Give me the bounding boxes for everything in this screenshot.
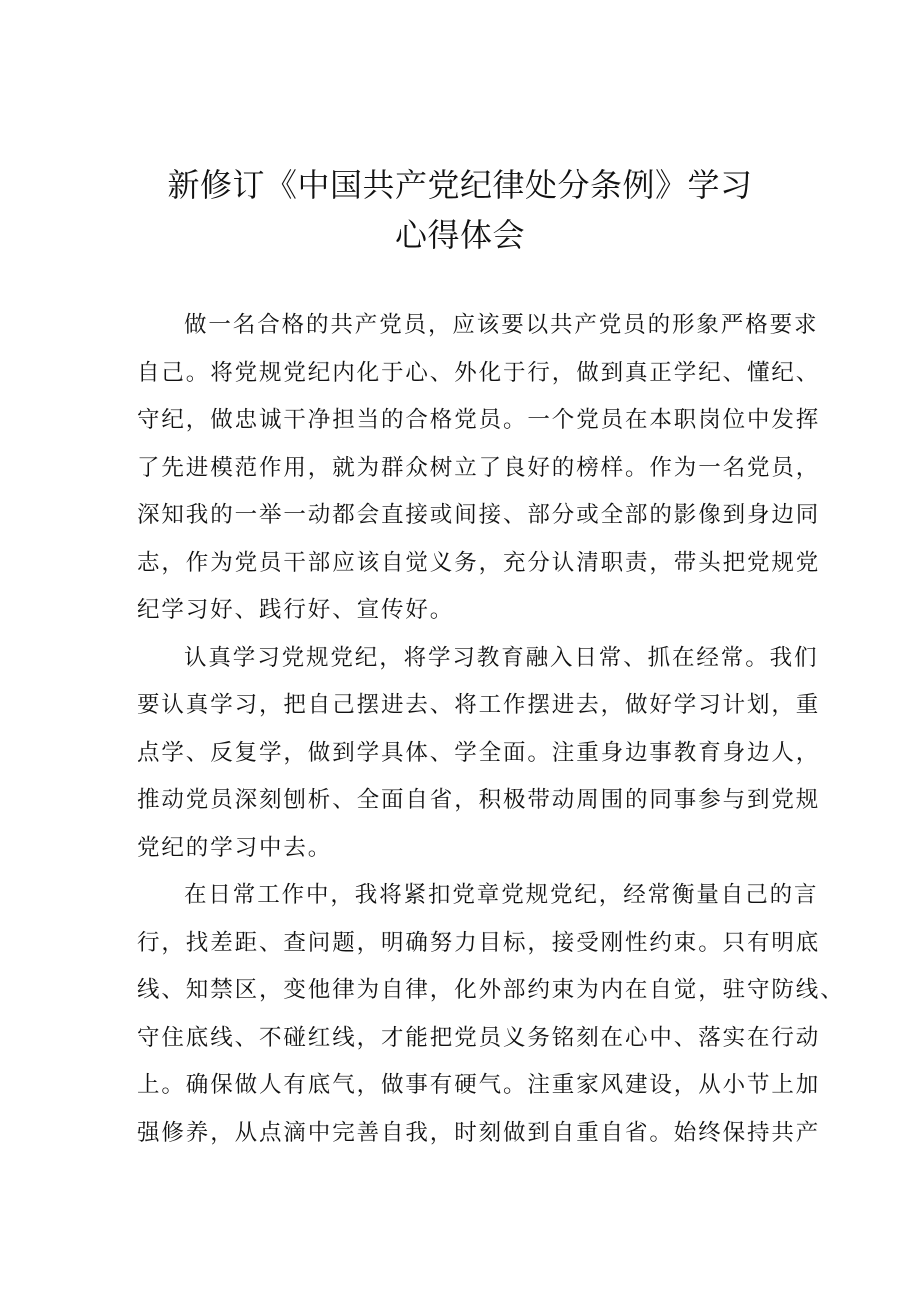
title-line-2: 心得体会 bbox=[394, 216, 525, 254]
text-line: 深知我的一举一动都会直接或间接、部分或全部的影像到身边同 bbox=[137, 502, 821, 528]
text-line: 要认真学习，把自己摆进去、将工作摆进去，做好学习计划，重 bbox=[137, 692, 821, 718]
title-line-1: 新修订《中国共产党纪律处分条例》学习 bbox=[167, 166, 753, 204]
text-line: 纪学习好、践行好、宣传好。 bbox=[137, 597, 455, 623]
text-line: 党纪的学习中去。 bbox=[137, 834, 333, 861]
text-line: 在日常工作中，我将紧扣党章党规党纪，经常衡量自己的言 bbox=[184, 882, 819, 908]
text-line: 了先进模范作用，就为群众树立了良好的榜样。作为一名党员， bbox=[137, 454, 821, 481]
text-line: 志，作为党员干部应该自觉义务，充分认清职责，带头把党规党 bbox=[137, 549, 821, 576]
paragraph-3 bbox=[137, 872, 845, 1157]
text-line: 守纪，做忠诚干净担当的合格党员。一个党员在本职岗位中发挥 bbox=[137, 407, 821, 433]
text-line: 做一名合格的共产党员，应该要以共产党员的形象严格要求 bbox=[184, 312, 819, 338]
text-line: 强修养，从点滴中完善自我，时刻做到自重自省。始终保持共产 bbox=[137, 1119, 821, 1146]
text-line: 行，找差距、查问题，明确努力目标，接受刚性约束。只有明底 bbox=[137, 929, 821, 956]
document-body bbox=[137, 302, 845, 1157]
paragraph-2 bbox=[137, 635, 821, 873]
text-line: 线、知禁区，变他律为自律，化外部约束为内在自觉，驻守防线、 bbox=[137, 977, 845, 1003]
text-line: 认真学习党规党纪，将学习教育融入日常、抓在经常。我们 bbox=[184, 644, 819, 671]
text-line: 守住底线、不碰红线，才能把党员义务铭刻在心中、落实在行动 bbox=[137, 1024, 821, 1051]
text-line: 推动党员深刻刨析、全面自省，积极带动周围的同事参与到党规 bbox=[137, 787, 821, 813]
paragraph-1 bbox=[137, 302, 821, 635]
text-line: 上。确保做人有底气，做事有硬气。注重家风建设，从小节上加 bbox=[137, 1072, 821, 1098]
document-title bbox=[0, 160, 920, 260]
text-line: 点学、反复学，做到学具体、学全面。注重身边事教育身边人， bbox=[137, 739, 821, 766]
text-line: 自己。将党规党纪内化于心、外化于行，做到真正学纪、懂纪、 bbox=[137, 359, 821, 386]
